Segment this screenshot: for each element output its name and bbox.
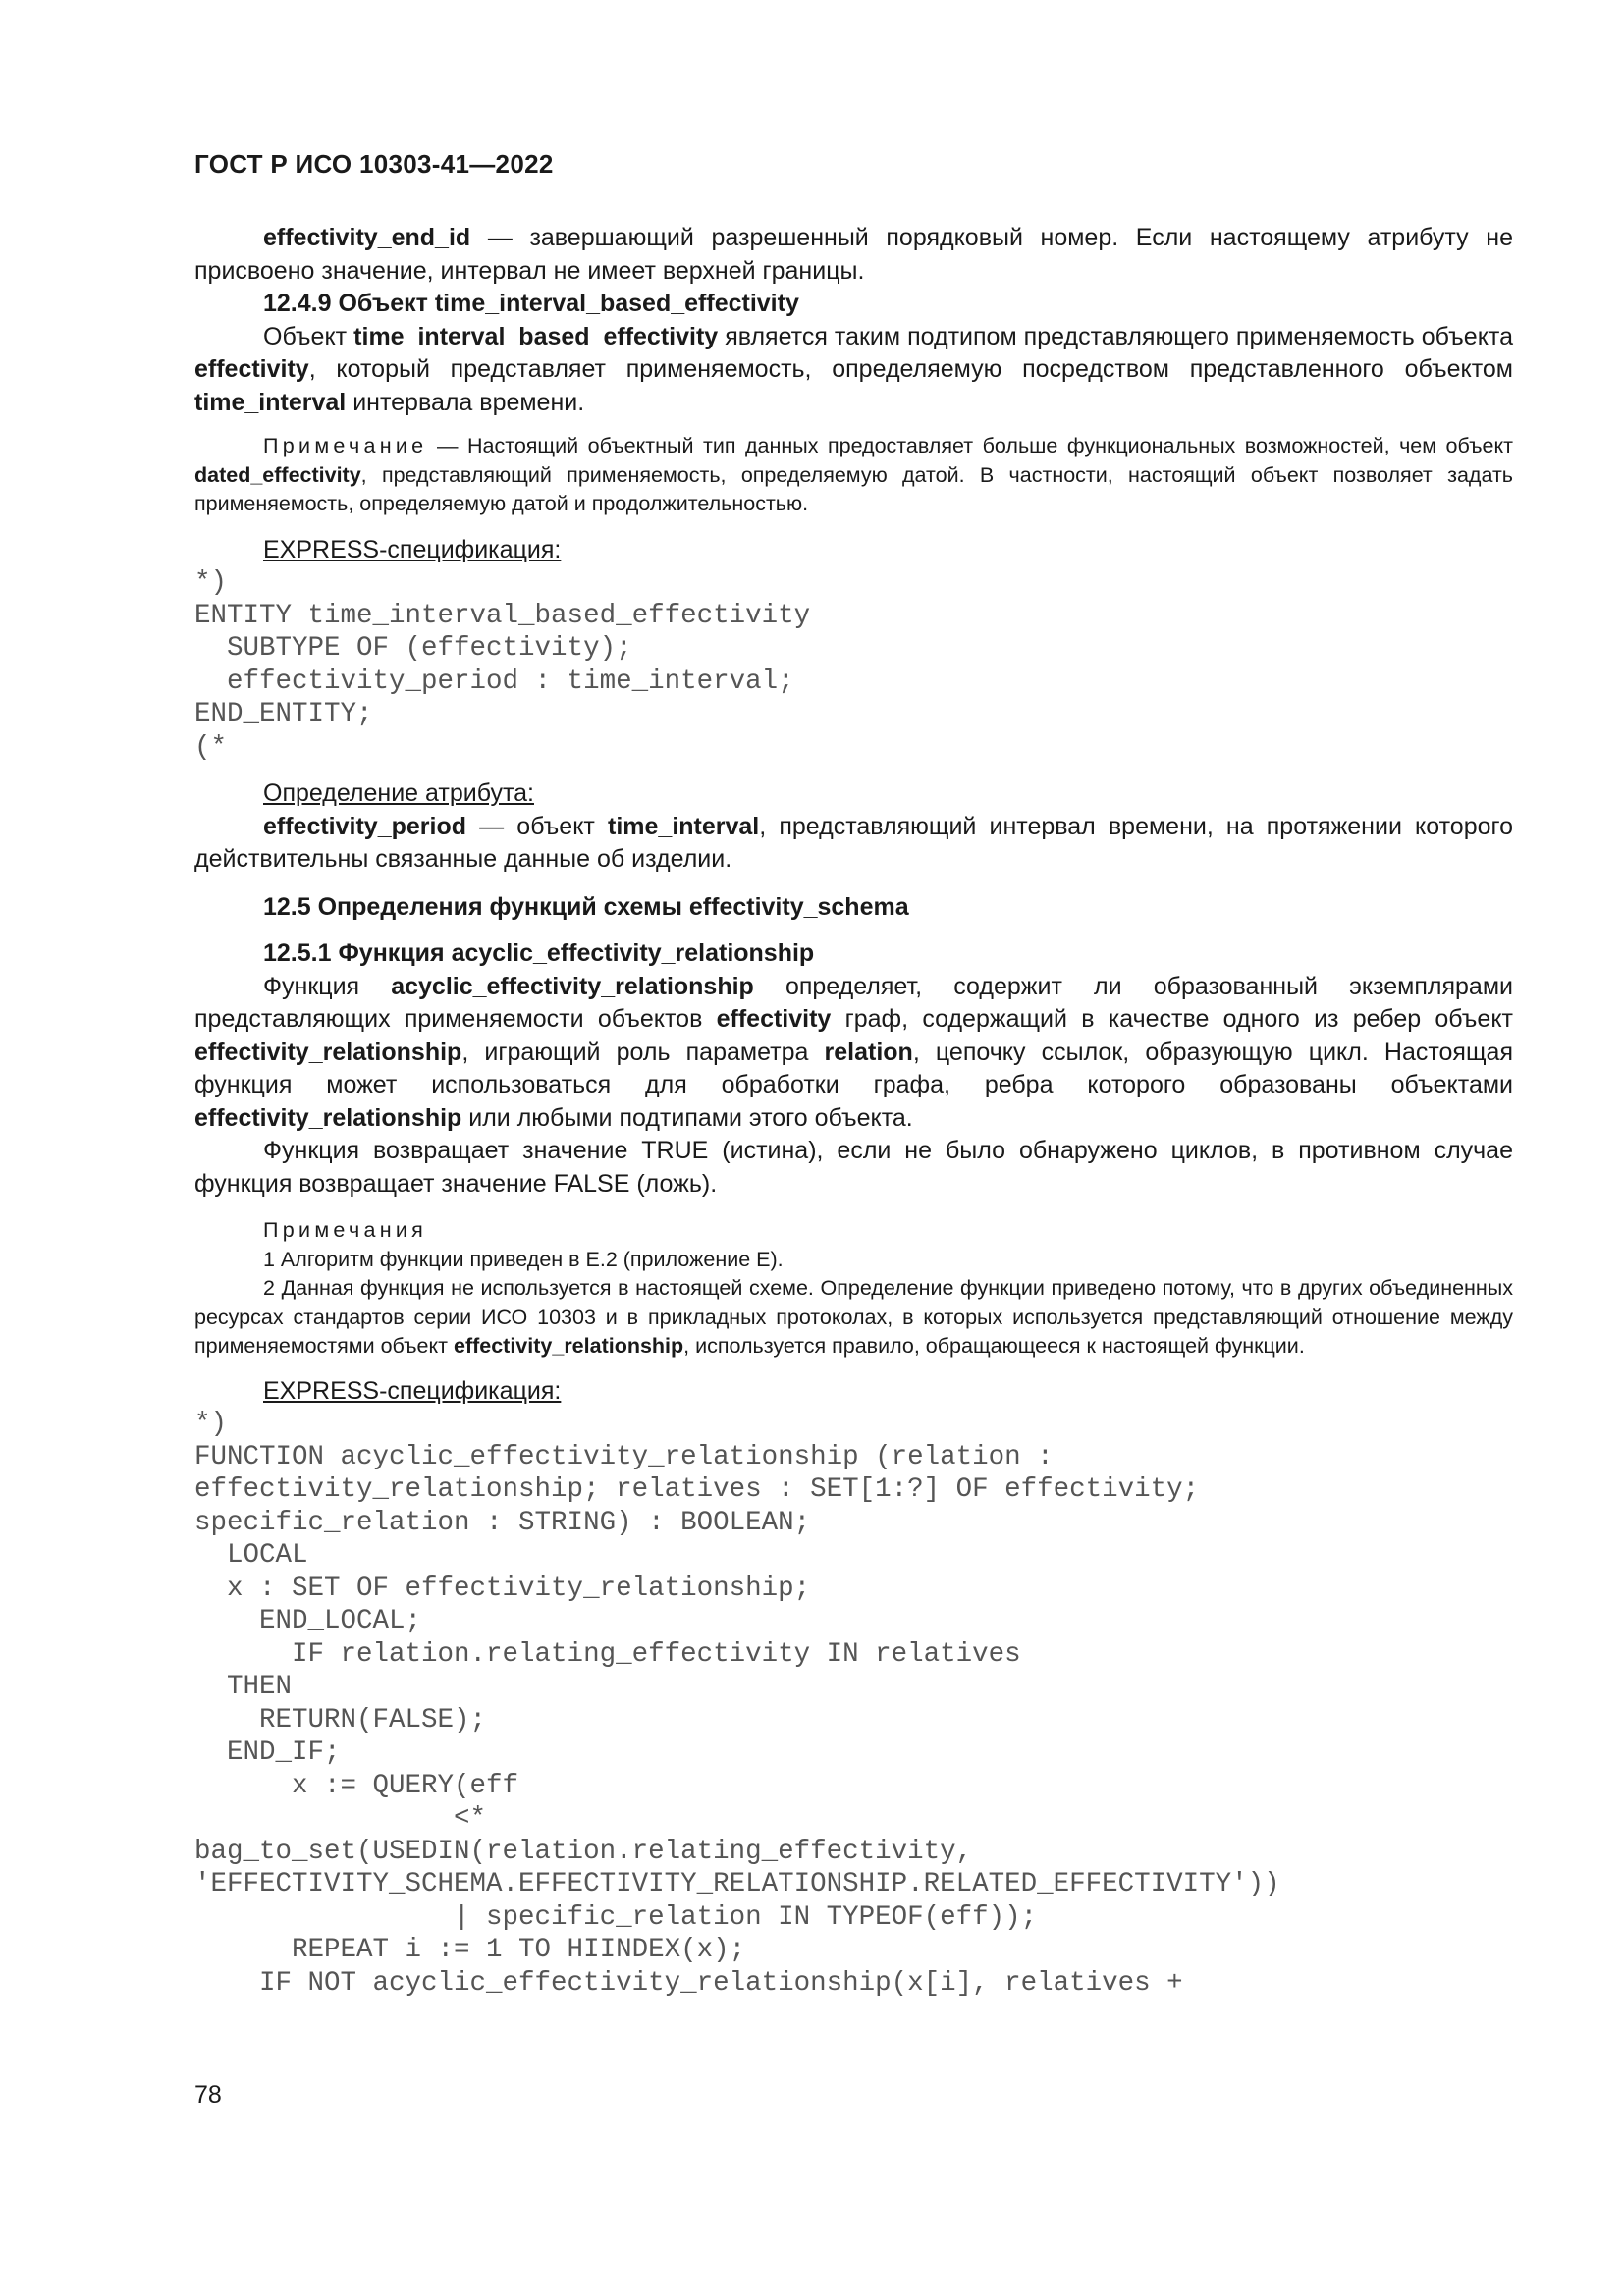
text-span: — объект — [466, 812, 609, 840]
term-time-interval: time_interval — [608, 812, 760, 840]
paragraph-acyclic-function — [194, 971, 1513, 1136]
page-content — [194, 222, 1513, 2000]
paragraph-effectivity-period — [194, 811, 1513, 877]
text-span: , цепочку ссылок, образующую цикл. Настоящая функция может использоваться для обработки графа, ребра которого образованы объектами — [194, 1038, 1513, 1098]
page-number: 78 — [194, 2081, 222, 2109]
note-dated-effectivity — [194, 432, 1513, 519]
text-span: или любыми подтипами этого объекта. — [461, 1103, 913, 1132]
document-header: ГОСТ Р ИСО 10303-41—2022 — [194, 149, 554, 179]
paragraph-effectivity-end-id — [194, 222, 1513, 288]
text-span: , который представляет применяемость, определяемую посредством представленного объектом — [308, 355, 1513, 383]
term-relation: relation — [824, 1038, 913, 1066]
term-acyclic-effectivity-relationship: acyclic_effectivity_relationship — [391, 972, 754, 1000]
paragraph-time-interval-effectivity — [194, 321, 1513, 420]
section-heading-12-5: 12.5 Определения функций схемы effectivity_schema — [263, 892, 909, 921]
notes-heading: Примечания — [263, 1218, 428, 1242]
term-time-interval: time_interval — [194, 388, 347, 416]
section-heading-12-5-1: 12.5.1 Функция acyclic_effectivity_relationship — [263, 939, 815, 967]
text-span: Функция — [263, 972, 392, 1000]
text-span: интервала времени. — [346, 388, 585, 416]
text-span: , играющий роль параметра — [461, 1038, 825, 1066]
text-span: является таким подтипом представляющего применяемость объекта — [718, 322, 1513, 350]
note-1: 1 Алгоритм функции приведен в Е.2 (приложение Е). — [263, 1247, 784, 1271]
term-time-interval-based-effectivity: time_interval_based_effectivity — [353, 322, 719, 350]
term-effectivity-end-id: effectivity_end_id — [263, 224, 471, 251]
text-span: — Настоящий объектный тип данных предоставляет больше функциональных возможностей, чем объект — [427, 434, 1513, 457]
term-dated-effectivity: dated_effectivity — [194, 462, 361, 487]
term-effectivity-period: effectivity_period — [263, 812, 467, 840]
term-effectivity: effectivity — [194, 355, 309, 383]
term-effectivity: effectivity — [716, 1005, 832, 1033]
attribute-definition-label: Определение атрибута: — [263, 779, 534, 807]
text-span: 2 Данная функция не используется в настоящей схеме. Определение функции приведено потому, что в других объединенных ресурсах стандартов серии ИСО 10303 и в прикладных протоколах, в которых используется представляющий отношение между применяемостями объект — [194, 1276, 1513, 1358]
term-effectivity-relationship: effectivity_relationship — [453, 1334, 684, 1358]
express-code-function: *) FUNCTION acyclic_effectivity_relationship (relation : effectivity_relationship; relatives : SET[1:?] OF effectivity; specific_relation : STRING) : BOOLEAN; LOCAL x : SET OF effectivity_relationship; END_LOCAL; IF relation.relating_effectivity IN relatives THEN RETURN(FALSE); END_IF; x := QUERY(eff <* bag_to_set(USEDIN(relation.relating_effectivity, 'EFFECTIVITY_SCHEMA.EFFECTIVITY_RELATIONSHIP.RELATED_EFFECTIVITY')) | specific_relation IN TYPEOF(eff)); REPEAT i := 1 TO HIINDEX(x); IF NOT acyclic_effectivity_relationship(x[i], relatives + — [194, 1409, 1280, 1999]
paragraph-return-value: Функция возвращает значение TRUE (истина), если не было обнаружено циклов, в противном случае функция возвращает значение FALSE (ложь). — [194, 1137, 1513, 1198]
term-effectivity-relationship: effectivity_relationship — [194, 1103, 462, 1132]
express-spec-label-1: EXPRESS-спецификация: — [263, 535, 562, 563]
text-span: определяет, содержит ли образованный экземплярами представляющих применяемости объектов — [194, 972, 1513, 1033]
express-spec-label-2: EXPRESS-спецификация: — [263, 1376, 562, 1405]
note-2 — [194, 1274, 1513, 1362]
text-span: , представляющий интервал времени, на протяжении которого действительны связанные данные об изделии. — [194, 812, 1513, 873]
section-heading-12-4-9: 12.4.9 Объект time_interval_based_effectivity — [263, 290, 799, 317]
term-effectivity-relationship: effectivity_relationship — [194, 1038, 462, 1066]
notes-label — [194, 1216, 1513, 1246]
paragraph-text: — завершающий разрешенный порядковый номер. Если настоящему атрибуту не присвоено значение, интервал не имеет верхней границы. — [194, 224, 1513, 285]
text-span: граф, содержащий в качестве одного из ребер объект — [831, 1005, 1513, 1033]
note-label: Примечание — [263, 434, 428, 457]
text-span: Объект — [263, 322, 354, 350]
text-span: , представляющий применяемость, определяемую датой. В частности, настоящий объект позволяет задать применяемость, определяемую датой и продолжительностью. — [194, 462, 1513, 515]
text-span: , используется правило, обращающееся к настоящей функции. — [683, 1334, 1305, 1358]
express-code-entity: *) ENTITY time_interval_based_effectivity SUBTYPE OF (effectivity); effectivity_period : time_interval; END_ENTITY; (* — [194, 567, 811, 763]
